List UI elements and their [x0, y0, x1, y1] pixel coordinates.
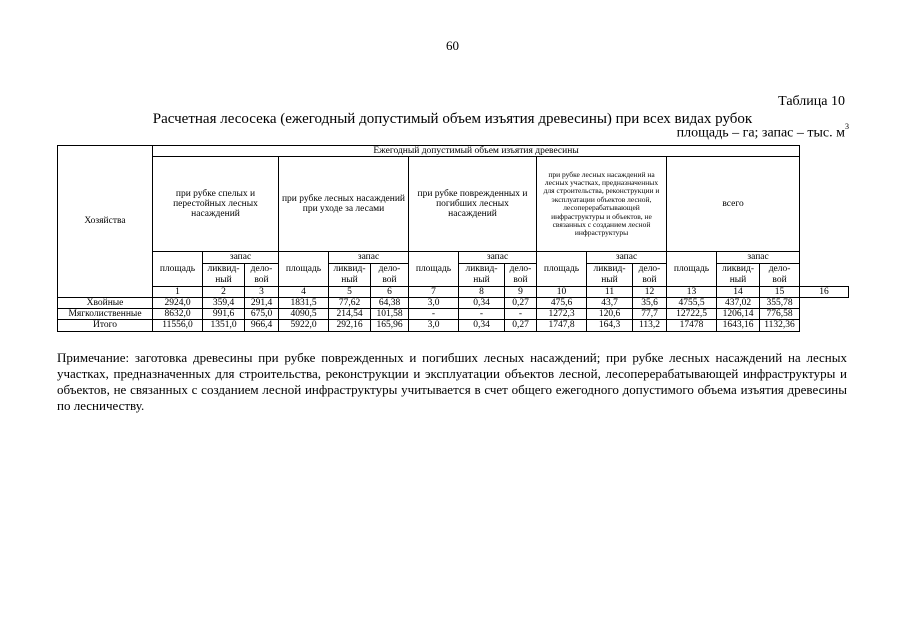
- subheader-business: дело-вой: [633, 263, 667, 286]
- row-label: Хвойные: [58, 297, 153, 308]
- table-cell: 11556,0: [153, 320, 203, 331]
- column-index: 10: [537, 286, 587, 297]
- table-cell: 292,16: [329, 320, 371, 331]
- table-cell: 0,34: [459, 320, 505, 331]
- subheader-stock: запас: [329, 252, 409, 263]
- table-cell: 0,34: [459, 297, 505, 308]
- column-index-row: [58, 286, 849, 297]
- table-cell: 359,4: [203, 297, 245, 308]
- subheader-stock: запас: [587, 252, 667, 263]
- table-cell: 355,78: [760, 297, 800, 308]
- footnote: Примечание: заготовка древесины при рубке поврежденных и погибших лесных насаждений; при рубке лесных насаждений на лесных участках, предназначенных для строительства, реконструкции и эксплуатации объектов лесной, лесоперерабатывающей инфраструктуры и объектов, не связанных с созданием лесной инфраструктуры учитывается в счет общего ежегодного допустимого объема изъятия древесины по лесничеству.: [57, 350, 847, 413]
- subheader-stock: запас: [459, 252, 537, 263]
- table-cell: 2924,0: [153, 297, 203, 308]
- subheader-liquid: ликвид-ный: [329, 263, 371, 286]
- table-cell: 164,3: [587, 320, 633, 331]
- page-number: 60: [446, 38, 459, 53]
- table-row: [58, 297, 849, 308]
- units-superscript: 3: [845, 122, 849, 131]
- group-header-total: всего: [667, 157, 800, 252]
- table-cell: 64,38: [371, 297, 409, 308]
- table-cell: 77,7: [633, 309, 667, 320]
- subheader-business: дело-вой: [505, 263, 537, 286]
- subheader-liquid: ликвид-ный: [459, 263, 505, 286]
- column-index: 12: [633, 286, 667, 297]
- group-header-thinning: при рубке лесных насаждений при уходе за лесами: [279, 157, 409, 252]
- subheader-area: площадь: [279, 252, 329, 286]
- column-index: 13: [667, 286, 717, 297]
- subheader-liquid: ликвид-ный: [203, 263, 245, 286]
- row-header-farms: Хозяйства: [58, 146, 153, 298]
- table-cell: 675,0: [245, 309, 279, 320]
- table-cell: 3,0: [409, 320, 459, 331]
- column-index: 16: [800, 286, 849, 297]
- table-cell: 35,6: [633, 297, 667, 308]
- column-index: 14: [717, 286, 760, 297]
- table-cell: 437,02: [717, 297, 760, 308]
- subheader-liquid: ликвид-ный: [587, 263, 633, 286]
- subheader-liquid: ликвид-ный: [717, 263, 760, 286]
- column-index: 15: [760, 286, 800, 297]
- table-cell: 43,7: [587, 297, 633, 308]
- table-cell: 8632,0: [153, 309, 203, 320]
- subheader-stock: запас: [717, 252, 800, 263]
- table-cell: 0,27: [505, 297, 537, 308]
- column-index: 5: [329, 286, 371, 297]
- table-cell: 4090,5: [279, 309, 329, 320]
- table-label: Таблица 10: [778, 94, 845, 109]
- subheader-business: дело-вой: [245, 263, 279, 286]
- subheader-business: дело-вой: [371, 263, 409, 286]
- column-index: 8: [459, 286, 505, 297]
- top-header: Ежегодный допустимый объем изъятия древесины: [153, 146, 800, 157]
- table-cell: 1643,16: [717, 320, 760, 331]
- table-cell: 966,4: [245, 320, 279, 331]
- table-cell: -: [459, 309, 505, 320]
- table-cell: 77,62: [329, 297, 371, 308]
- units-text: площадь – га; запас – тыс. м: [676, 125, 845, 141]
- table-cell: 475,6: [537, 297, 587, 308]
- table-cell: -: [505, 309, 537, 320]
- subheader-business: дело-вой: [760, 263, 800, 286]
- subheader-area: площадь: [537, 252, 587, 286]
- table-cell: 291,4: [245, 297, 279, 308]
- logging-quota-table: [57, 145, 849, 332]
- column-index: 9: [505, 286, 537, 297]
- table-cell: -: [409, 309, 459, 320]
- column-index: 7: [409, 286, 459, 297]
- table-cell: 1831,5: [279, 297, 329, 308]
- table-cell: 0,27: [505, 320, 537, 331]
- units-note: [677, 124, 849, 142]
- table-cell: 214,54: [329, 309, 371, 320]
- table-cell: 1747,8: [537, 320, 587, 331]
- table-cell: 113,2: [633, 320, 667, 331]
- table-cell: 4755,5: [667, 297, 717, 308]
- table-cell: 12722,5: [667, 309, 717, 320]
- column-index: 11: [587, 286, 633, 297]
- table-row: [58, 309, 849, 320]
- table-cell: 120,6: [587, 309, 633, 320]
- subheader-area: площадь: [153, 252, 203, 286]
- group-header-mature: при рубке спелых и перестойных лесных насаждений: [153, 157, 279, 252]
- table-cell: 165,96: [371, 320, 409, 331]
- table-cell: 3,0: [409, 297, 459, 308]
- column-index: 2: [203, 286, 245, 297]
- column-index: 4: [279, 286, 329, 297]
- group-header-damaged: при рубке поврежденных и погибших лесных насаждений: [409, 157, 537, 252]
- table-row: [58, 320, 849, 331]
- table-cell: 776,58: [760, 309, 800, 320]
- table-cell: 17478: [667, 320, 717, 331]
- subheader-stock: запас: [203, 252, 279, 263]
- table-cell: 991,6: [203, 309, 245, 320]
- table-cell: 101,58: [371, 309, 409, 320]
- table-cell: 1351,0: [203, 320, 245, 331]
- subheader-area: площадь: [409, 252, 459, 286]
- column-index: 3: [245, 286, 279, 297]
- table-caption: Расчетная лесосека (ежегодный допустимый объем изъятия древесины) при всех видах рубок: [152, 111, 753, 127]
- table-cell: 5922,0: [279, 320, 329, 331]
- table-cell: 1132,36: [760, 320, 800, 331]
- column-index: 6: [371, 286, 409, 297]
- table-cell: 1272,3: [537, 309, 587, 320]
- row-label: Итого: [58, 320, 153, 331]
- column-index: 1: [153, 286, 203, 297]
- row-label: Мягколиственные: [58, 309, 153, 320]
- group-header-infrastructure: при рубке лесных насаждений на лесных участках, предназначенных для строительства, реконструкции и эксплуатации объектов лесной, лесоперерабатывающей инфраструктуры и объектов, не связанных с созданием лесной инфраструктуры: [537, 157, 667, 252]
- table-cell: 1206,14: [717, 309, 760, 320]
- subheader-area: площадь: [667, 252, 717, 286]
